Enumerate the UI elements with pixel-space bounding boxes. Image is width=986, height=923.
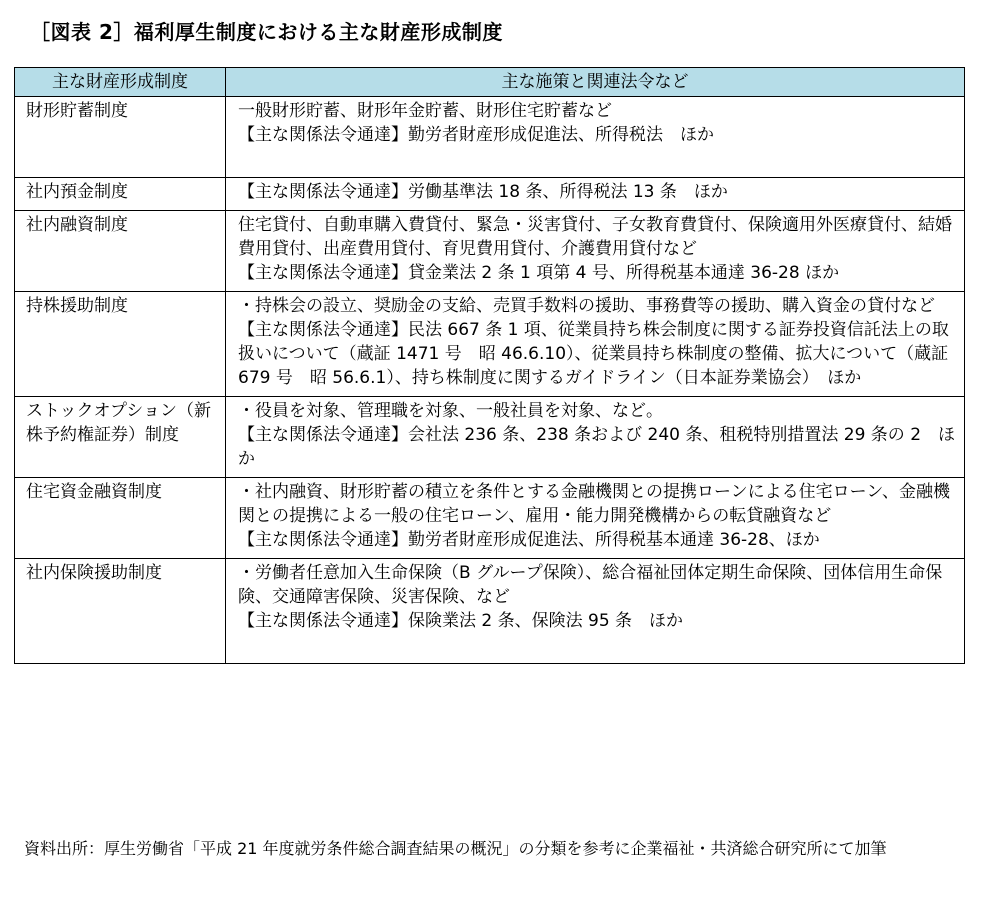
row-content <box>226 478 965 559</box>
row-name: 社内融資制度 <box>15 211 226 292</box>
table-row <box>15 397 965 478</box>
table-row <box>15 559 965 664</box>
figure-title: ［図表 2］福利厚生制度における主な財産形成制度 <box>30 20 503 44</box>
row-line: 【主な関係法令通達】民法 667 条 1 項、従業員持ち株会制度に関する証券投資信託法上の取扱いについて（蔵証 1471 号 昭 46.6.10）、従業員持ち株制度の整備、拡大について（蔵証 679 号 昭 56.6.1）、持ち株制度に関するガイドライン（日本証券業協会） ほか <box>238 320 949 388</box>
savings-systems-table <box>14 67 965 664</box>
row-line: 【主な関係法令通達】勤労者財産形成促進法、所得税法 ほか <box>238 125 714 145</box>
table-row <box>15 211 965 292</box>
table-row <box>15 178 965 211</box>
row-content <box>226 292 965 397</box>
row-line: 【主な関係法令通達】会社法 236 条、238 条および 240 条、租税特別措置法 29 条の 2 ほか <box>238 425 956 469</box>
row-line: ・社内融資、財形貯蓄の積立を条件とする金融機関との提携ローンによる住宅ローン、金融機関との提携による一般の住宅ローン、雇用・能力開発機構からの転貸融資など <box>238 482 950 526</box>
header-system: 主な財産形成制度 <box>15 68 226 97</box>
row-content <box>226 211 965 292</box>
row-line: 【主な関係法令通達】労働基準法 18 条、所得税法 13 条 ほか <box>238 182 728 202</box>
row-line: 【主な関係法令通達】貸金業法 2 条 1 項第 4 号、所得税基本通達 36-28 ほか <box>238 263 840 283</box>
row-line: 【主な関係法令通達】勤労者財産形成促進法、所得税基本通達 36-28、ほか <box>238 530 820 550</box>
row-content <box>226 97 965 178</box>
row-name: 社内預金制度 <box>15 178 226 211</box>
row-line: ・労働者任意加入生命保険（B グループ保険）、総合福祉団体定期生命保険、団体信用生命保険、交通障害保険、災害保険、など <box>238 563 943 607</box>
table-row <box>15 478 965 559</box>
row-line: ・役員を対象、管理職を対象、一般社員を対象、など。 <box>238 401 663 421</box>
row-line: 住宅貸付、自動車購入費貸付、緊急・災害貸付、子女教育費貸付、保険適用外医療貸付、結婚費用貸付、出産費用貸付、育児費用貸付、介護費用貸付など <box>238 215 952 259</box>
row-name: 社内保険援助制度 <box>15 559 226 664</box>
row-line: 一般財形貯蓄、財形年金貯蓄、財形住宅貯蓄など <box>238 101 612 121</box>
table-header-row <box>15 68 965 97</box>
header-measures: 主な施策と関連法令など <box>226 68 965 97</box>
row-content <box>226 178 965 211</box>
table-row <box>15 97 965 178</box>
source-note: 資料出所：厚生労働省「平成 21 年度就労条件総合調査結果の概況」の分類を参考に企業福祉・共済総合研究所にて加筆 <box>24 839 887 858</box>
row-content <box>226 559 965 664</box>
row-name: 財形貯蓄制度 <box>15 97 226 178</box>
row-name: 持株援助制度 <box>15 292 226 397</box>
row-content <box>226 397 965 478</box>
table-row <box>15 292 965 397</box>
row-name: ストックオプション（新株予約権証券）制度 <box>15 397 226 478</box>
row-line: 【主な関係法令通達】保険業法 2 条、保険法 95 条 ほか <box>238 611 684 631</box>
row-name: 住宅資金融資制度 <box>15 478 226 559</box>
row-line: ・持株会の設立、奨励金の支給、売買手数料の援助、事務費等の援助、購入資金の貸付など <box>238 296 935 316</box>
